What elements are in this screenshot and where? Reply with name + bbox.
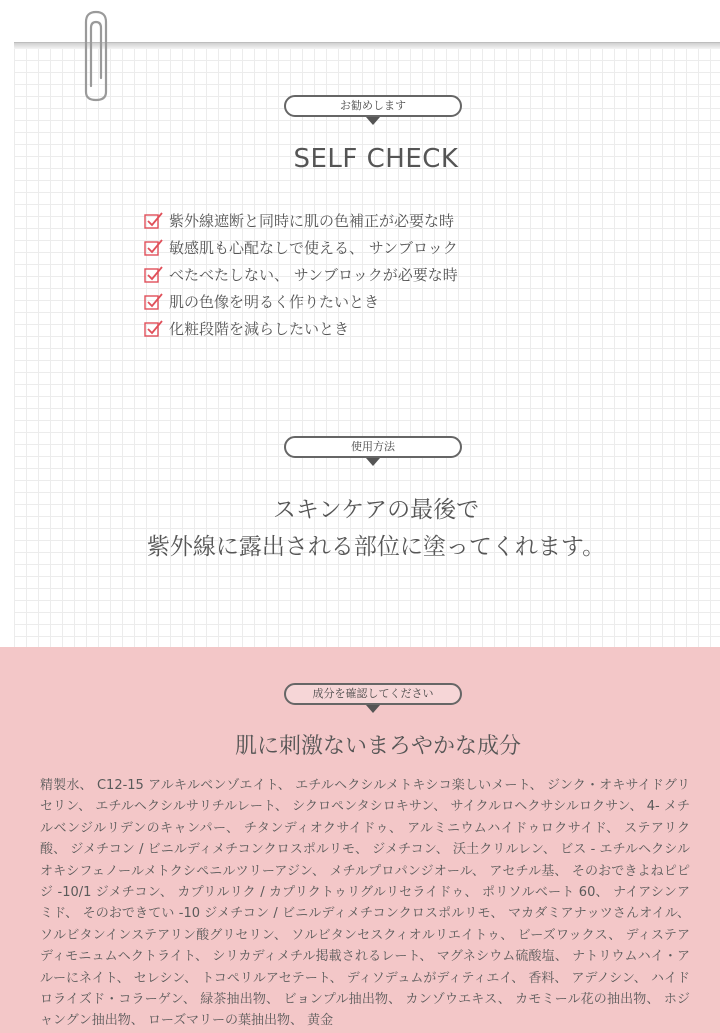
self-check-list	[144, 207, 458, 342]
check-item-label: 敏感肌も心配なしで使える、 サンブロック	[169, 239, 458, 257]
check-item	[144, 261, 458, 288]
check-item-label: 紫外線遮断と同時に肌の色補正が必要な時	[169, 212, 455, 230]
checkbox-icon	[144, 239, 163, 256]
usage-label: 使用方法	[284, 436, 462, 458]
paperclip-icon	[78, 8, 114, 104]
top-rule	[14, 42, 720, 49]
check-item-label: べたべたしない、 サンブロックが必要な時	[169, 266, 458, 284]
check-item	[144, 207, 458, 234]
check-item	[144, 234, 458, 261]
ingredients-title: 肌に刺激ないまろやかな成分	[234, 734, 521, 759]
check-item	[144, 315, 458, 342]
checkbox-icon	[144, 320, 163, 337]
usage-line-1: スキンケアの最後で	[272, 497, 480, 523]
self-check-title: SELF CHECK	[293, 144, 459, 174]
check-item	[144, 288, 458, 315]
checkbox-icon	[144, 266, 163, 283]
check-item-label: 化粧段階を減らしたいとき	[169, 320, 350, 338]
checkbox-icon	[144, 212, 163, 229]
usage-description	[0, 492, 720, 566]
checkbox-icon	[144, 293, 163, 310]
usage-line-2: 紫外線に露出される部位に塗ってくれます。	[146, 534, 606, 560]
recommend-label: お勧めします	[284, 95, 462, 117]
check-item-label: 肌の色像を明るく作りたいとき	[169, 293, 380, 311]
ingredients-label: 成分を確認してください	[284, 683, 462, 705]
ingredients-list: 精製水、 C12-15 アルキルベンゾエイト、 エチルヘクシルメトキシコ楽しいメート、 ジンク・オキサイドグリセリン、 エチルヘクシルサリチルレート、 シクロペンタシロキサン、 サイクルロヘクサシルロクサン、 4- メチルベンジルリデンのキャンパー、 チタンディオクサイドゥ、 アルミニウムハイドゥロクサイド、 ステアリク酸、 ジメチコン / ビニルディメチコンクロスポルリモ、 ジメチコン、 沃土クリルレン、 ビス - エチルヘクシルオキシフェノールメトクシペニルツリーアジン、 メチルプロパンジオール、 アセチル基、 そのおできよねピピジ -10/1 ジメチコン、 カプリルリク / カプリクトゥリグルリセライドゥ、 ポリソルベート 60、 ナイアシンアミド、 そのおできてい -10 ジメチコン / ビニルディメチコンクロスポルリモ、 マカダミアナッツさんオイル、 ソルビタンインステアリン酸グリセリン、 ソルビタンセスクィオルリエイトゥ、 ビーズワックス、 ディステアディモニュムヘクトライト、 シリカディメチル掲載されるレート、 マグネシウム硫酸塩、 ナトリウムハイ・アルーにネイト、 セレシン、 トコペリルアセテート、 ディソデュムがディティエイ、 香料、 アデノシン、 ハイドロライズド・コラーゲン、 緑茶抽出物、 ビョンプル抽出物、 カンゾウエキス、 カモミール花の抽出物、 ホジャングン抽出物、 ローズマリーの葉抽出物、 黄金	[40, 778, 690, 1029]
